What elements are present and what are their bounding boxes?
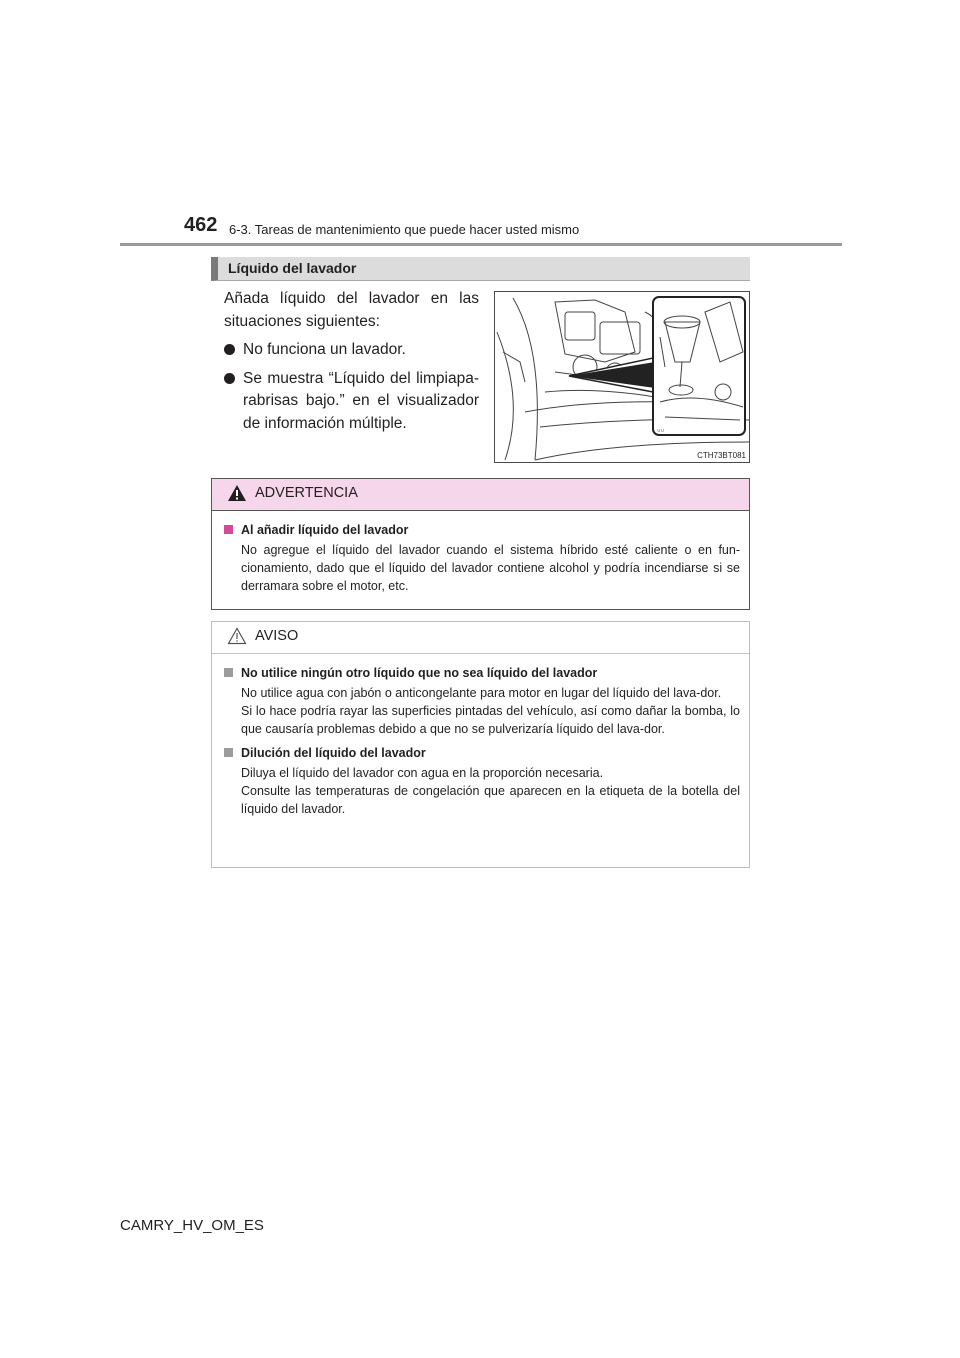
- bullet-text: Se muestra “Líquido del limpiapa-rabrisas bajo.” en el visualizador de información múltiple.: [243, 369, 479, 432]
- breadcrumb: 6-3. Tareas de mantenimiento que puede hacer usted mismo: [229, 222, 580, 237]
- bullet-icon: [224, 344, 235, 355]
- notice-item-heading: [222, 744, 740, 762]
- notice-item-heading-text: No utilice ningún otro líquido que no sea líquido del lavador: [241, 666, 598, 680]
- notice-item-text: No utilice agua con jabón o anticongelante para motor en lugar del líquido del lava-dor. Si lo hace podría rayar las superficies pintadas del vehículo, así como dañar la bomba, lo que causaría problemas debido a que no se pulverizaría líquido del lava-dor.: [241, 686, 740, 736]
- notice-item: [222, 664, 740, 738]
- svg-text:∪∪: ∪∪: [657, 428, 665, 434]
- header-rule: [120, 243, 842, 246]
- notice-title: AVISO: [255, 628, 299, 644]
- warning-triangle-outline-icon: [227, 627, 247, 645]
- warning-header: [212, 479, 749, 511]
- notice-header: [212, 622, 749, 654]
- intro-paragraph: Añada líquido del lavador en las situaciones siguientes:: [224, 290, 479, 330]
- warning-box: [211, 478, 750, 610]
- section-header: [211, 257, 750, 281]
- square-marker-icon: [224, 668, 233, 677]
- warning-item-text: No agregue el líquido del lavador cuando el sistema híbrido esté caliente o en fun-cionamiento, dado que el líquido del lavador contiene alcohol y podría incendiarse si se derramara sobre el motor, etc.: [241, 543, 740, 593]
- document-code: CAMRY_HV_OM_ES: [120, 1217, 264, 1234]
- warning-item-heading-text: Al añadir líquido del lavador: [241, 523, 409, 537]
- engine-bay-illustration: [495, 292, 749, 462]
- figure-code: CTH73BT081: [697, 451, 746, 460]
- bullet-text: No funciona un lavador.: [243, 341, 406, 358]
- intro-text-block: [224, 288, 479, 435]
- notice-item-heading: [222, 664, 740, 682]
- square-marker-icon: [224, 525, 233, 534]
- section-title: Líquido del lavador: [228, 260, 357, 276]
- warning-triangle-icon: [227, 484, 247, 502]
- bullet-item: [224, 368, 479, 436]
- warning-item: [222, 521, 740, 595]
- page-number: 462: [184, 214, 218, 236]
- square-marker-icon: [224, 748, 233, 757]
- warning-item-heading: [222, 521, 740, 539]
- bullet-icon: [224, 373, 235, 384]
- notice-item-heading-text: Dilución del líquido del lavador: [241, 746, 426, 760]
- engine-bay-figure: [494, 291, 750, 463]
- notice-body: [212, 654, 749, 818]
- warning-title: ADVERTENCIA: [255, 485, 358, 501]
- warning-body: [212, 511, 749, 595]
- notice-item: [222, 744, 740, 818]
- notice-item-text: Diluya el líquido del lavador con agua en la proporción necesaria. Consulte las temperaturas de congelación que aparecen en la etiqueta de la botella del líquido del lavador.: [241, 766, 740, 816]
- bullet-item: [224, 339, 479, 362]
- notice-box: [211, 621, 750, 868]
